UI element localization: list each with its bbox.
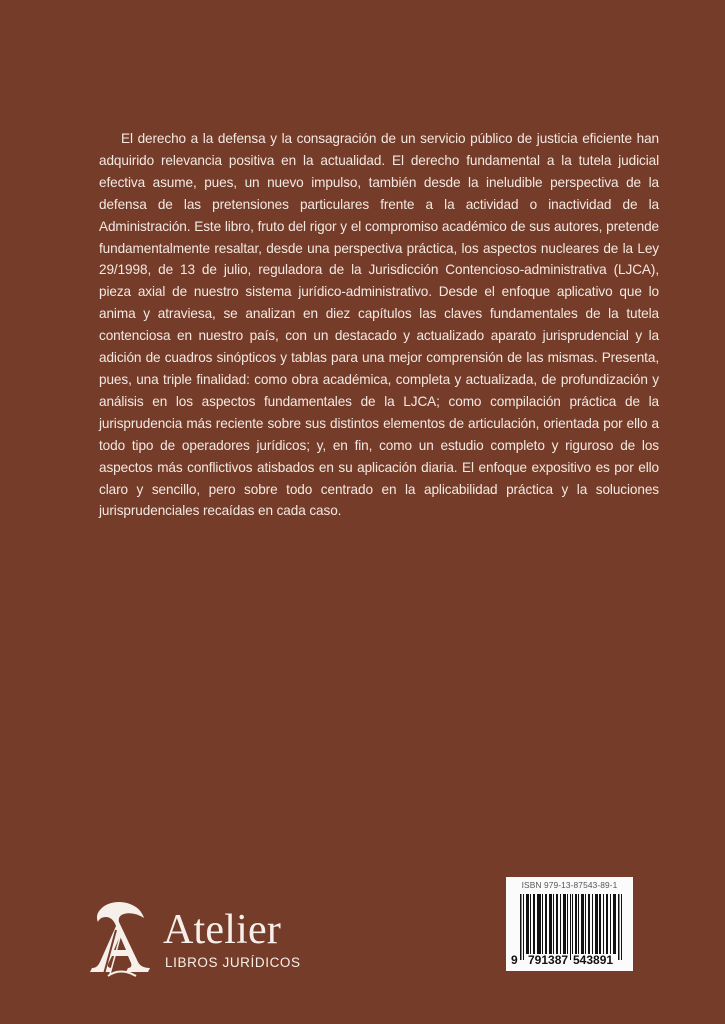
back-cover-blurb <box>99 128 659 522</box>
atelier-a-logo-icon <box>86 900 158 980</box>
isbn-label: ISBN 979-13-87543-89-1 <box>521 880 618 890</box>
publisher-subtitle: LIBROS JURÍDICOS <box>165 955 301 970</box>
publisher-logo <box>86 900 301 980</box>
barcode-digits-right: 543891 <box>573 953 614 967</box>
barcode-digits-left: 791387 <box>528 953 569 967</box>
isbn-barcode <box>506 877 633 971</box>
publisher-name: Atelier <box>163 907 282 953</box>
barcode-bars-icon <box>520 894 624 960</box>
blurb-paragraph: El derecho a la defensa y la consagración de un servicio público de justicia eficiente han adquirido relevancia positiva en la actualidad. El derecho fundamental a la tutela judicial efectiva asume, pues, un nuevo impulso, también desde la ineludible perspectiva de la defensa de las pretensiones particulares frente a la actividad o inactividad de la Administración. Este libro, fruto del rigor y el compromiso académico de sus autores, pretende fundamentalmente resaltar, desde una perspectiva práctica, los aspectos nucleares de la Ley 29/1998, de 13 de julio, reguladora de la Jurisdicción Contencioso-administrativa (LJCA), pieza axial de nuestro sistema jurídico-administrativo. Desde el enfoque aplicativo que lo anima y atraviesa, se analizan en diez capítulos las claves fundamentales de la tutela contenciosa en nuestro país, con un destacado y actualizado aparato jurisprudencial y la adición de cuadros sinópticos y tablas para una mejor comprensión de las mismas. Presenta, pues, una triple finalidad: como obra académica, completa y actualizada, de profundización y análisis en los aspectos fundamentales de la LJCA; como compilación práctica de la jurisprudencia más reciente sobre sus distintos elementos de articulación, orientada por ello a todo tipo de operadores jurídicos; y, en fin, como un estudio completo y riguroso de los aspectos más conflictivos atisbados en su aplicación diaria. El enfoque expositivo es por ello claro y sencillo, pero sobre todo centrado en la aplicabilidad práctica y la soluciones jurisprudenciales recaídas en cada caso. <box>99 131 659 519</box>
barcode-digit-first: 9 <box>511 953 518 967</box>
